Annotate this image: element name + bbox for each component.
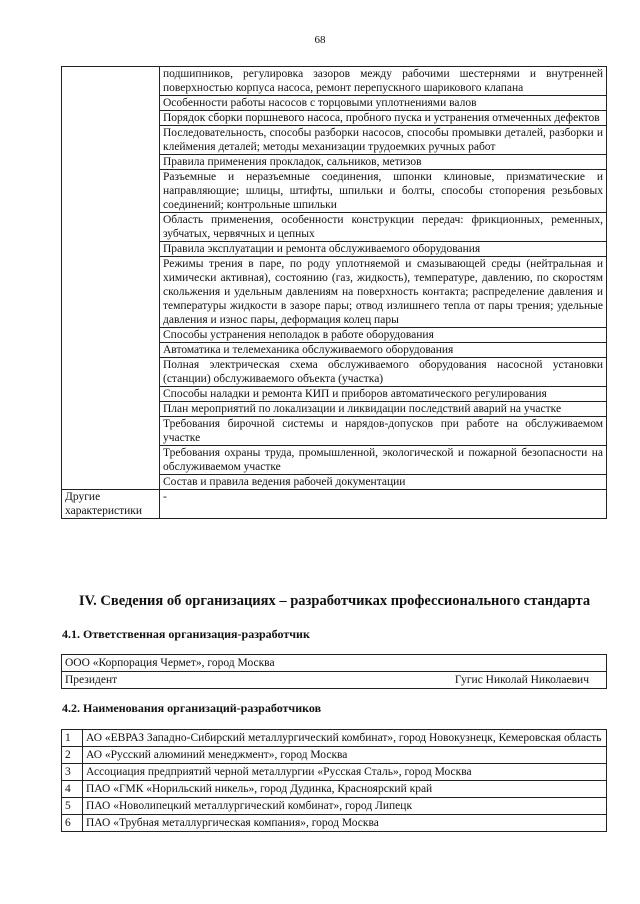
other-characteristics-row	[62, 490, 607, 519]
organization-row	[62, 655, 607, 672]
knowledge-item: Состав и правила ведения рабочей документации	[160, 475, 607, 490]
subsection-4-2-title: 4.2. Наименования организаций-разработчиков	[62, 701, 322, 715]
developer-number: 3	[62, 764, 83, 781]
knowledge-item: Полная электрическая схема обслуживаемого оборудования насосной установки (станции) обслуживаемого объекта (участка)	[160, 358, 607, 387]
developer-number: 4	[62, 781, 83, 798]
knowledge-item: Правила эксплуатации и ремонта обслуживаемого оборудования	[160, 242, 607, 257]
developer-row	[62, 798, 607, 815]
knowledge-row	[62, 67, 607, 96]
developer-name: ПАО «ГМК «Норильский никель», город Дудинка, Красноярский край	[83, 781, 607, 798]
knowledge-item: Порядок сборки поршневого насоса, пробного пуска и устранения отмеченных дефектов	[160, 111, 607, 126]
knowledge-item: подшипников, регулировка зазоров между рабочими шестернями и внутренней поверхностью корпуса насоса, ремонт перепускного шарикового клапана	[160, 67, 607, 96]
knowledge-item: Область применения, особенности конструкции передач: фрикционных, ременных, зубчатых, червячных и цепных	[160, 213, 607, 242]
signatory-person: Гугис Николай Николаевич	[454, 674, 589, 686]
signatory-position: Президент	[65, 674, 118, 686]
knowledge-table-body	[62, 67, 607, 519]
knowledge-item: Правила применения прокладок, сальников, метизов	[160, 155, 607, 170]
developer-row	[62, 730, 607, 747]
developer-name: Ассоциация предприятий черной металлургии «Русская Сталь», город Москва	[83, 764, 607, 781]
other-characteristics-value: -	[160, 490, 607, 519]
knowledge-item: План мероприятий по локализации и ликвидации последствий аварий на участке	[160, 402, 607, 417]
developer-name: АО «Русский алюминий менеджмент», город Москва	[83, 747, 607, 764]
developer-row	[62, 764, 607, 781]
knowledge-item: Режимы трения в паре, по роду уплотняемой и смазывающей среды (нейтральная и химически активная), состоянию (газ, жидкость), температуре, давлению, по скоростям скольжения и удельным давлениям на поверхность контакта; распределение давления и температуры жидкости в зазоре пары; отвод излишнего тепла от пары трения; удельные давления и износ пары, деформация колец пары	[160, 257, 607, 328]
knowledge-item: Особенности работы насосов с торцовыми уплотнениями валов	[160, 96, 607, 111]
developer-name: АО «ЕВРАЗ Западно-Сибирский металлургический комбинат», город Новокузнецк, Кемеровская область	[83, 730, 607, 747]
signatory-cell	[62, 672, 607, 689]
other-characteristics-label: Другие характеристики	[62, 490, 160, 519]
developer-name: ПАО «Новолипецкий металлургический комбинат», город Липецк	[83, 798, 607, 815]
developer-number: 1	[62, 730, 83, 747]
developer-name: ПАО «Трубная металлургическая компания», город Москва	[83, 815, 607, 832]
developer-row	[62, 815, 607, 832]
page-number: 68	[314, 34, 326, 46]
knowledge-item: Автоматика и телемеханика обслуживаемого оборудования	[160, 343, 607, 358]
knowledge-item: Требования бирочной системы и нарядов-допусков при работе на обслуживаемом участке	[160, 417, 607, 446]
signatory-row	[62, 672, 607, 689]
developer-row	[62, 747, 607, 764]
knowledge-item: Способы устранения неполадок в работе оборудования	[160, 328, 607, 343]
subsection-4-1-title: 4.1. Ответственная организация-разработчик	[62, 627, 310, 641]
responsible-organization-table	[61, 654, 607, 689]
developer-organizations-table	[61, 729, 607, 832]
knowledge-item: Способы наладки и ремонта КИП и приборов автоматического регулирования	[160, 387, 607, 402]
developer-row	[62, 781, 607, 798]
developer-number: 5	[62, 798, 83, 815]
required-knowledge-table	[61, 66, 607, 519]
knowledge-item: Разъемные и неразъемные соединения, шпонки клиновые, призматические и направляющие; шлицы, штифты, шпильки и болты, способы стопорения резьбовых соединений; контрольные шпильки	[160, 170, 607, 213]
knowledge-item: Последовательность, способы разборки насосов, способы промывки деталей, разборки и клеймения деталей; методы механизации трудоемких ручных работ	[160, 126, 607, 155]
organization-name: ООО «Корпорация Чермет», город Москва	[62, 655, 607, 672]
developer-table-body	[62, 730, 607, 832]
knowledge-label-cell	[62, 67, 160, 490]
developer-number: 6	[62, 815, 83, 832]
knowledge-item: Требования охраны труда, промышленной, экологической и пожарной безопасности на обслуживаемом участке	[160, 446, 607, 475]
developer-number: 2	[62, 747, 83, 764]
section-iv-title: IV. Сведения об организациях – разработчиках профессионального стандарта	[78, 593, 591, 609]
